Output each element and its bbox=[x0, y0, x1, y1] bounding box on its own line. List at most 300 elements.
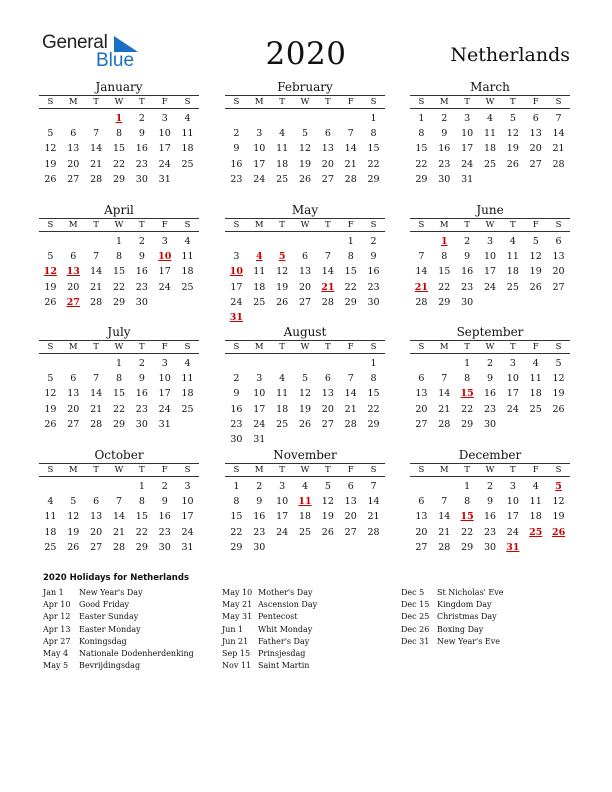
day-cell: 23 bbox=[483, 403, 497, 415]
month-5 bbox=[410, 203, 570, 310]
day-cell: 27 bbox=[415, 541, 428, 553]
day-cell: 13 bbox=[67, 388, 80, 400]
day-cell: 8 bbox=[464, 496, 471, 508]
day-cell: 5 bbox=[47, 373, 54, 385]
holiday-name: Mother's Day bbox=[258, 588, 313, 597]
day-cell: 19 bbox=[552, 511, 565, 523]
day-cell: 23 bbox=[483, 526, 497, 538]
day-cell: 26 bbox=[529, 281, 542, 293]
day-cell: 13 bbox=[321, 388, 334, 400]
weekday-header: T bbox=[456, 463, 479, 477]
day-cell: 3 bbox=[184, 481, 191, 492]
day-cell: 21 bbox=[344, 158, 357, 170]
holiday-date: Jun 21 bbox=[222, 636, 249, 646]
empty-day bbox=[225, 356, 248, 371]
day-cell: 16 bbox=[253, 511, 266, 523]
holiday-name: Ascension Day bbox=[258, 600, 318, 610]
holiday-row bbox=[222, 660, 317, 672]
day-cell: 24 bbox=[253, 418, 266, 430]
month-8 bbox=[410, 325, 570, 432]
day-cell: 23 bbox=[367, 281, 380, 293]
day-cell: 29 bbox=[461, 541, 474, 553]
holiday-date: Nov 11 bbox=[222, 661, 252, 671]
empty-day bbox=[433, 479, 456, 494]
weekday-header: S bbox=[176, 218, 199, 232]
day-cell: 8 bbox=[464, 373, 471, 385]
day-cell: 6 bbox=[93, 496, 100, 508]
day-cell: 5 bbox=[532, 236, 539, 247]
month-name: March bbox=[470, 80, 510, 94]
holiday-name: Good Friday bbox=[79, 600, 130, 610]
holiday-date: May 10 bbox=[222, 588, 253, 597]
day-cell: 4 bbox=[47, 496, 54, 508]
empty-day bbox=[39, 234, 62, 249]
day-cell: 17 bbox=[276, 511, 289, 523]
weekday-header: S bbox=[39, 95, 62, 109]
day-cell: 29 bbox=[112, 296, 126, 308]
day-cell: 6 bbox=[70, 128, 77, 140]
empty-day bbox=[108, 479, 131, 494]
empty-day bbox=[339, 111, 362, 126]
day-cell: 22 bbox=[461, 526, 474, 538]
weekday-header: T bbox=[316, 340, 339, 354]
day-cell: 1 bbox=[138, 481, 145, 492]
holiday-day-cell: 25 bbox=[529, 526, 543, 538]
holiday-row bbox=[401, 587, 504, 599]
day-cell: 12 bbox=[552, 373, 565, 385]
empty-day bbox=[248, 234, 271, 249]
day-cell: 20 bbox=[90, 526, 103, 538]
day-cell: 29 bbox=[230, 541, 243, 553]
weekday-header: T bbox=[456, 218, 479, 232]
weekday-header: T bbox=[85, 218, 108, 232]
weekday-header: T bbox=[85, 95, 108, 109]
day-cell: 19 bbox=[276, 281, 289, 293]
day-cell: 22 bbox=[112, 281, 126, 293]
day-cell: 3 bbox=[161, 358, 168, 369]
month-name: June bbox=[476, 203, 504, 217]
day-cell: 2 bbox=[486, 358, 494, 369]
day-cell: 6 bbox=[418, 373, 425, 385]
holiday-day-cell: 31 bbox=[506, 541, 520, 553]
day-cell: 26 bbox=[321, 526, 334, 538]
day-cell: 13 bbox=[415, 388, 428, 400]
day-cell: 29 bbox=[438, 296, 451, 308]
day-cell: 13 bbox=[552, 251, 565, 263]
weekday-header: S bbox=[225, 95, 248, 109]
month-grid bbox=[410, 218, 570, 310]
holiday-day-cell: 21 bbox=[321, 281, 335, 293]
day-cell: 30 bbox=[135, 418, 148, 430]
holiday-row bbox=[43, 587, 194, 599]
month-10 bbox=[225, 448, 385, 555]
day-cell: 20 bbox=[298, 281, 312, 293]
day-cell: 22 bbox=[367, 158, 380, 170]
day-cell: 8 bbox=[347, 251, 354, 263]
day-cell: 17 bbox=[483, 266, 497, 278]
day-cell: 6 bbox=[418, 496, 425, 508]
day-cell: 19 bbox=[298, 158, 312, 170]
day-cell: 16 bbox=[230, 403, 243, 415]
day-cell: 9 bbox=[486, 496, 494, 508]
month-grid bbox=[39, 218, 199, 310]
day-cell: 2 bbox=[486, 481, 494, 492]
day-cell: 15 bbox=[438, 266, 451, 278]
day-cell: 20 bbox=[415, 403, 428, 415]
day-cell: 12 bbox=[298, 143, 312, 155]
day-cell: 28 bbox=[438, 418, 451, 430]
weekday-header: M bbox=[248, 340, 271, 354]
weekday-header: S bbox=[547, 95, 570, 109]
weekday-header: S bbox=[176, 340, 199, 354]
holiday-day-cell: 13 bbox=[66, 266, 80, 278]
day-cell: 11 bbox=[44, 511, 57, 523]
month-grid bbox=[39, 95, 199, 187]
day-cell: 5 bbox=[47, 251, 54, 263]
weekday-header: F bbox=[524, 340, 547, 354]
month-1 bbox=[225, 80, 385, 187]
weekday-header: M bbox=[248, 218, 271, 232]
holiday-row bbox=[43, 611, 194, 623]
holiday-row bbox=[43, 660, 194, 672]
logo-text-blue: Blue bbox=[96, 50, 135, 71]
day-cell: 16 bbox=[438, 143, 451, 155]
day-cell: 11 bbox=[253, 266, 266, 278]
month-grid bbox=[39, 340, 199, 432]
weekday-header: M bbox=[248, 95, 271, 109]
day-cell: 13 bbox=[298, 266, 312, 278]
day-cell: 17 bbox=[461, 143, 474, 155]
day-cell: 24 bbox=[276, 526, 289, 538]
day-cell: 26 bbox=[506, 158, 519, 170]
day-cell: 16 bbox=[461, 266, 474, 278]
day-cell: 14 bbox=[438, 511, 451, 523]
day-cell: 6 bbox=[301, 251, 309, 263]
day-cell: 11 bbox=[276, 388, 289, 400]
weekday-header: M bbox=[62, 218, 85, 232]
day-cell: 28 bbox=[344, 173, 357, 185]
month-name: September bbox=[456, 325, 524, 339]
holiday-name: Easter Monday bbox=[79, 624, 141, 634]
day-cell: 8 bbox=[115, 373, 123, 385]
day-cell: 9 bbox=[370, 251, 377, 263]
day-cell: 22 bbox=[438, 281, 451, 293]
weekday-header: S bbox=[547, 340, 570, 354]
weekday-header: S bbox=[547, 218, 570, 232]
weekday-header: S bbox=[225, 463, 248, 477]
day-cell: 18 bbox=[506, 266, 519, 278]
holiday-column bbox=[43, 587, 194, 672]
day-cell: 11 bbox=[276, 143, 289, 155]
day-cell: 28 bbox=[367, 526, 380, 538]
day-cell: 19 bbox=[552, 388, 565, 400]
weekday-header: T bbox=[271, 340, 294, 354]
day-cell: 22 bbox=[461, 403, 474, 415]
day-cell: 5 bbox=[324, 481, 331, 492]
month-grid bbox=[410, 463, 570, 555]
day-cell: 14 bbox=[415, 266, 428, 278]
day-cell: 7 bbox=[370, 481, 377, 492]
empty-day bbox=[294, 356, 317, 371]
day-cell: 3 bbox=[486, 236, 494, 247]
weekday-header: W bbox=[294, 95, 317, 109]
day-cell: 6 bbox=[555, 236, 562, 247]
weekday-header: T bbox=[85, 463, 108, 477]
weekday-header: W bbox=[479, 340, 502, 354]
holiday-row bbox=[401, 599, 504, 611]
day-cell: 16 bbox=[483, 511, 497, 523]
empty-day bbox=[39, 356, 62, 371]
month-3 bbox=[39, 203, 199, 310]
day-cell: 9 bbox=[138, 373, 145, 385]
day-cell: 4 bbox=[301, 481, 309, 492]
day-cell: 15 bbox=[344, 266, 357, 278]
holiday-name: Saint Martin bbox=[258, 661, 310, 671]
weekday-header: T bbox=[456, 340, 479, 354]
day-cell: 26 bbox=[276, 296, 289, 308]
day-cell: 9 bbox=[233, 388, 240, 400]
weekday-header: F bbox=[339, 340, 362, 354]
day-cell: 11 bbox=[529, 496, 542, 508]
day-cell: 3 bbox=[509, 481, 516, 492]
empty-day bbox=[271, 356, 294, 371]
day-cell: 27 bbox=[321, 418, 334, 430]
empty-day bbox=[316, 111, 339, 126]
holiday-date: Jan 1 bbox=[43, 588, 64, 597]
day-cell: 16 bbox=[135, 266, 148, 278]
holiday-name: Koningsdag bbox=[79, 636, 127, 646]
day-cell: 21 bbox=[90, 158, 103, 170]
day-cell: 30 bbox=[253, 541, 266, 553]
day-cell: 26 bbox=[298, 418, 312, 430]
day-cell: 23 bbox=[230, 418, 243, 430]
day-cell: 9 bbox=[441, 128, 448, 140]
day-cell: 11 bbox=[506, 251, 519, 263]
holiday-row bbox=[222, 611, 317, 623]
empty-day bbox=[62, 111, 85, 126]
weekday-header: F bbox=[153, 95, 176, 109]
day-cell: 14 bbox=[112, 511, 126, 523]
day-cell: 18 bbox=[181, 266, 194, 278]
weekday-header: W bbox=[294, 218, 317, 232]
day-cell: 18 bbox=[181, 388, 194, 400]
weekday-header: M bbox=[62, 95, 85, 109]
month-0 bbox=[39, 80, 199, 187]
weekday-header: M bbox=[433, 218, 456, 232]
day-cell: 12 bbox=[506, 128, 519, 140]
month-grid bbox=[225, 95, 385, 187]
day-cell: 18 bbox=[298, 511, 312, 523]
weekday-header: W bbox=[294, 463, 317, 477]
day-cell: 11 bbox=[181, 251, 194, 263]
day-cell: 22 bbox=[344, 281, 357, 293]
day-cell: 20 bbox=[67, 158, 80, 170]
holiday-row bbox=[43, 636, 194, 648]
day-cell: 23 bbox=[438, 158, 451, 170]
day-cell: 10 bbox=[158, 128, 171, 140]
day-cell: 12 bbox=[67, 511, 80, 523]
day-cell: 12 bbox=[44, 388, 57, 400]
day-cell: 30 bbox=[461, 296, 474, 308]
day-cell: 13 bbox=[67, 143, 80, 155]
day-cell: 15 bbox=[415, 143, 428, 155]
day-cell: 25 bbox=[181, 281, 194, 293]
day-cell: 14 bbox=[90, 143, 103, 155]
day-cell: 6 bbox=[324, 373, 331, 385]
day-cell: 23 bbox=[135, 158, 148, 170]
empty-day bbox=[316, 356, 339, 371]
day-cell: 19 bbox=[298, 403, 312, 415]
day-cell: 20 bbox=[321, 403, 334, 415]
day-cell: 26 bbox=[44, 173, 57, 185]
day-cell: 23 bbox=[461, 281, 474, 293]
weekday-header: T bbox=[85, 340, 108, 354]
weekday-header: S bbox=[547, 463, 570, 477]
day-cell: 6 bbox=[532, 113, 539, 124]
month-name: February bbox=[277, 80, 333, 94]
day-cell: 16 bbox=[230, 158, 243, 170]
day-cell: 7 bbox=[115, 496, 123, 508]
day-cell: 4 bbox=[184, 113, 191, 124]
day-cell: 22 bbox=[415, 158, 428, 170]
day-cell: 11 bbox=[181, 373, 194, 385]
holiday-day-cell: 31 bbox=[229, 311, 244, 323]
day-cell: 1 bbox=[233, 481, 240, 492]
day-cell: 9 bbox=[256, 496, 263, 508]
day-cell: 4 bbox=[279, 128, 286, 140]
day-cell: 1 bbox=[115, 358, 123, 369]
day-cell: 18 bbox=[181, 143, 194, 155]
holiday-row bbox=[222, 648, 317, 660]
empty-day bbox=[410, 479, 433, 494]
holiday-name: Prinsjesdag bbox=[258, 648, 306, 658]
month-grid bbox=[225, 340, 385, 447]
day-cell: 24 bbox=[158, 158, 171, 170]
month-name: October bbox=[94, 448, 144, 462]
weekday-header: W bbox=[294, 340, 317, 354]
day-cell: 21 bbox=[438, 403, 451, 415]
holiday-day-cell: 15 bbox=[460, 388, 474, 400]
month-2 bbox=[410, 80, 570, 187]
empty-day bbox=[433, 356, 456, 371]
weekday-header: F bbox=[524, 95, 547, 109]
day-cell: 24 bbox=[506, 403, 519, 415]
day-cell: 19 bbox=[529, 266, 542, 278]
holiday-name: Bevrijdingsdag bbox=[79, 661, 141, 671]
day-cell: 27 bbox=[552, 281, 565, 293]
weekday-header: S bbox=[176, 95, 199, 109]
day-cell: 2 bbox=[161, 481, 168, 492]
day-cell: 5 bbox=[301, 128, 309, 140]
day-cell: 4 bbox=[532, 481, 539, 492]
day-cell: 30 bbox=[135, 173, 148, 185]
day-cell: 26 bbox=[552, 403, 565, 415]
day-cell: 4 bbox=[509, 236, 516, 247]
holiday-date: Dec 31 bbox=[401, 636, 430, 646]
day-cell: 26 bbox=[44, 296, 57, 308]
holiday-day-cell: 21 bbox=[414, 281, 429, 293]
day-cell: 24 bbox=[181, 526, 194, 538]
day-cell: 28 bbox=[415, 296, 428, 308]
holiday-column bbox=[222, 587, 317, 672]
day-cell: 30 bbox=[483, 541, 497, 553]
empty-day bbox=[62, 356, 85, 371]
day-cell: 7 bbox=[93, 128, 100, 140]
holiday-row bbox=[401, 636, 504, 648]
day-cell: 28 bbox=[112, 541, 126, 553]
weekday-header: T bbox=[316, 95, 339, 109]
day-cell: 17 bbox=[158, 388, 171, 400]
day-cell: 8 bbox=[115, 128, 123, 140]
weekday-header: T bbox=[130, 218, 153, 232]
day-cell: 25 bbox=[181, 158, 194, 170]
empty-day bbox=[39, 479, 62, 494]
day-cell: 19 bbox=[44, 158, 57, 170]
empty-day bbox=[271, 111, 294, 126]
holiday-date: Apr 13 bbox=[43, 624, 71, 634]
holiday-row bbox=[222, 599, 317, 611]
empty-day bbox=[62, 234, 85, 249]
holiday-name: Christmas Day bbox=[437, 612, 497, 622]
day-cell: 5 bbox=[555, 358, 562, 369]
month-grid bbox=[225, 463, 385, 555]
day-cell: 17 bbox=[158, 143, 171, 155]
day-cell: 12 bbox=[298, 388, 312, 400]
day-cell: 9 bbox=[138, 128, 145, 140]
month-4 bbox=[225, 203, 385, 325]
weekday-header: T bbox=[501, 340, 524, 354]
holiday-row bbox=[43, 599, 194, 611]
empty-day bbox=[85, 356, 108, 371]
holiday-row bbox=[43, 648, 194, 660]
day-cell: 13 bbox=[415, 511, 428, 523]
weekday-header: T bbox=[271, 463, 294, 477]
day-cell: 19 bbox=[44, 281, 57, 293]
weekday-header: T bbox=[501, 95, 524, 109]
day-cell: 10 bbox=[181, 496, 194, 508]
day-cell: 9 bbox=[464, 251, 471, 263]
weekday-header: S bbox=[410, 463, 433, 477]
day-cell: 16 bbox=[367, 266, 380, 278]
day-cell: 7 bbox=[555, 113, 562, 124]
holiday-day-cell: 15 bbox=[460, 511, 474, 523]
holiday-date: Apr 10 bbox=[43, 600, 71, 610]
weekday-header: M bbox=[248, 463, 271, 477]
day-cell: 26 bbox=[67, 541, 80, 553]
weekday-header: W bbox=[479, 463, 502, 477]
day-cell: 7 bbox=[418, 251, 425, 263]
empty-day bbox=[225, 234, 248, 249]
weekday-header: S bbox=[410, 218, 433, 232]
day-cell: 24 bbox=[158, 281, 171, 293]
day-cell: 10 bbox=[461, 128, 474, 140]
holiday-row bbox=[401, 611, 504, 623]
holiday-day-cell: 1 bbox=[115, 113, 123, 124]
month-name: January bbox=[95, 80, 143, 94]
weekday-header: S bbox=[39, 218, 62, 232]
empty-day bbox=[410, 234, 433, 249]
day-cell: 13 bbox=[90, 511, 103, 523]
day-cell: 20 bbox=[67, 281, 80, 293]
month-name: May bbox=[291, 203, 319, 217]
day-cell: 12 bbox=[552, 496, 565, 508]
day-cell: 22 bbox=[112, 158, 126, 170]
day-cell: 21 bbox=[90, 281, 103, 293]
day-cell: 25 bbox=[298, 526, 312, 538]
weekday-header: S bbox=[362, 340, 385, 354]
weekday-header: S bbox=[176, 463, 199, 477]
day-cell: 6 bbox=[347, 481, 354, 492]
